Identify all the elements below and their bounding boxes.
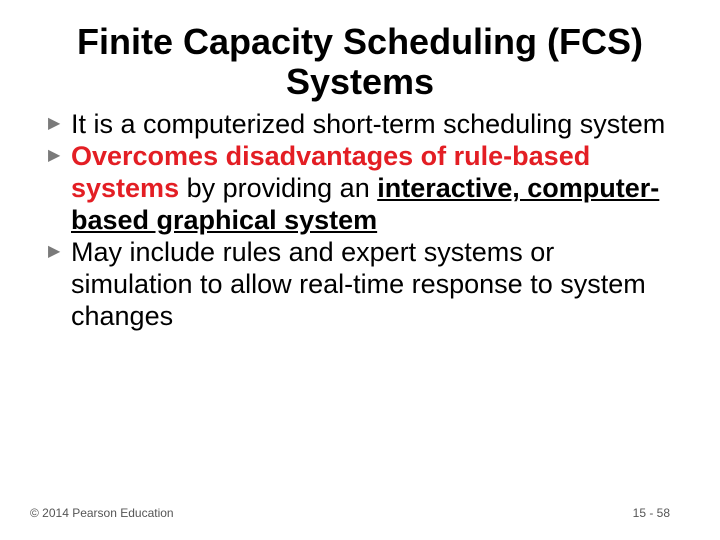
bullet-text: It is a computerized short-term scheduling system: [71, 109, 666, 139]
bullet-emphasis-underlined: interactive, computer-based graphical system: [71, 173, 660, 235]
slide-title: Finite Capacity Scheduling (FCS) Systems: [76, 21, 644, 102]
bullet-item: [48, 236, 678, 332]
footer-copyright: © 2014 Pearson Education: [30, 506, 174, 520]
bullet-item: [48, 108, 678, 140]
bullet-arrow-icon: ▶: [48, 147, 61, 164]
bullet-arrow-icon: ▶: [48, 115, 61, 132]
bullet-list: [48, 108, 678, 332]
bullet-item: [48, 140, 678, 236]
bullet-arrow-icon: ▶: [48, 243, 61, 260]
bullet-text: by providing an: [179, 173, 378, 203]
footer-page-number: 15 - 58: [632, 506, 670, 520]
bullet-text: May include rules and expert systems or simulation to allow real-time response to system changes: [71, 237, 646, 331]
bullet-emphasis-red: Overcomes disadvantages of rule-based systems: [71, 141, 591, 203]
